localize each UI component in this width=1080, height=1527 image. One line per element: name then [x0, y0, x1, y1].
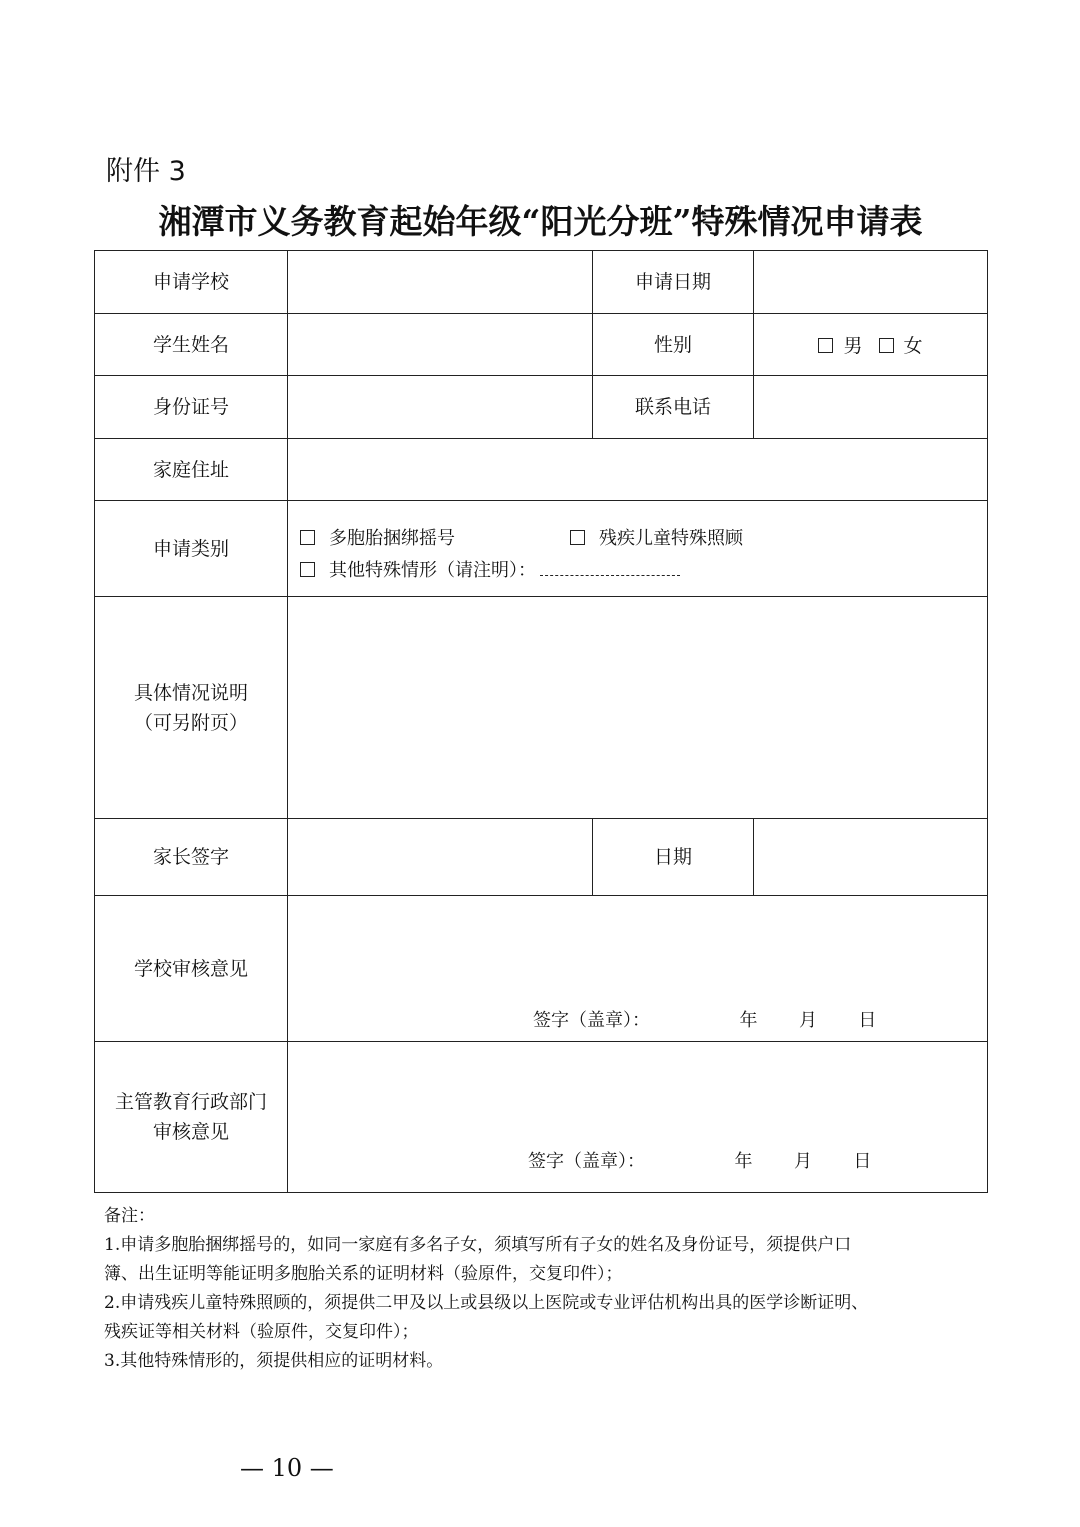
dept-review-field[interactable] [288, 1042, 988, 1193]
multi-birth-checkbox[interactable] [300, 530, 315, 545]
dept-review-label-line2: 审核意见 [152, 1121, 229, 1143]
gender-field [754, 314, 988, 376]
school-review-field[interactable] [288, 896, 988, 1042]
parent-date-field[interactable] [754, 819, 988, 896]
row-address [95, 439, 988, 501]
male-checkbox[interactable] [818, 338, 833, 353]
other-option: 其他特殊情形（请注明）： [329, 559, 536, 581]
row-parent-sign [95, 819, 988, 896]
dept-sign-year: 年 [734, 1151, 753, 1172]
parent-date-label: 日期 [593, 819, 754, 896]
detail-label-line2: （可另附页） [133, 711, 248, 734]
parent-sign-field[interactable] [288, 819, 593, 896]
other-checkbox[interactable] [300, 562, 315, 577]
application-form-table [94, 250, 988, 1193]
row-school-review [95, 896, 988, 1042]
apply-date-label: 申请日期 [593, 251, 754, 314]
school-label: 申请学校 [95, 251, 288, 314]
row-school [95, 251, 988, 314]
disabled-child-option: 残疾儿童特殊照顾 [599, 527, 743, 549]
detail-label [95, 597, 288, 819]
dept-sign-month: 月 [793, 1151, 812, 1172]
id-field[interactable] [288, 376, 593, 439]
note-1-cont: 簿、出生证明等能证明多胞胎关系的证明材料（验原件，交复印件）； [104, 1264, 623, 1284]
category-field [288, 501, 988, 597]
dept-review-label [95, 1042, 288, 1193]
row-detail [95, 597, 988, 819]
school-field[interactable] [288, 251, 593, 314]
school-review-label: 学校审核意见 [95, 896, 288, 1042]
address-field[interactable] [288, 439, 988, 501]
note-3: 3.其他特殊情形的，须提供相应的证明材料。 [104, 1351, 444, 1371]
parent-sign-label: 家长签字 [95, 819, 288, 896]
apply-date-field[interactable] [754, 251, 988, 314]
attachment-label: 附件 3 [106, 156, 186, 187]
school-sign-text: 签字（盖章）： [533, 1010, 650, 1031]
female-option: 女 [903, 335, 923, 357]
page-number: — 10 — [240, 1454, 334, 1482]
dept-sign-text: 签字（盖章）： [528, 1151, 645, 1172]
other-specify-blank[interactable] [540, 561, 680, 576]
category-label: 申请类别 [95, 501, 288, 597]
note-2: 2.申请残疾儿童特殊照顾的，须提供二甲及以上或县级以上医院或专业评估机构出具的医学诊断证明、 [104, 1293, 869, 1313]
row-dept-review [95, 1042, 988, 1193]
school-sign-day: 日 [858, 1010, 877, 1031]
female-checkbox[interactable] [879, 338, 894, 353]
dept-sign-day: 日 [853, 1151, 872, 1172]
detail-field[interactable] [288, 597, 988, 819]
student-name-label: 学生姓名 [95, 314, 288, 376]
form-title: 湘潭市义务教育起始年级“阳光分班”特殊情况申请表 [158, 202, 923, 241]
address-label: 家庭住址 [95, 439, 288, 501]
school-sign-year: 年 [739, 1010, 758, 1031]
school-sign-month: 月 [798, 1010, 817, 1031]
note-1: 1.申请多胞胎捆绑摇号的，如同一家庭有多名子女，须填写所有子女的姓名及身份证号，须提供户口 [104, 1235, 852, 1255]
phone-label: 联系电话 [593, 376, 754, 439]
male-option: 男 [843, 335, 863, 357]
multi-birth-option: 多胞胎捆绑摇号 [329, 527, 455, 549]
disabled-child-checkbox[interactable] [570, 530, 585, 545]
phone-field[interactable] [754, 376, 988, 439]
dept-review-label-line1: 主管教育行政部门 [114, 1091, 267, 1113]
notes-heading: 备注： [104, 1206, 155, 1226]
detail-label-line1: 具体情况说明 [133, 681, 248, 704]
note-2-cont: 残疾证等相关材料（验原件，交复印件）； [104, 1322, 419, 1342]
row-student-name [95, 314, 988, 376]
notes-section [104, 1202, 984, 1376]
row-id [95, 376, 988, 439]
gender-label: 性别 [593, 314, 754, 376]
row-category [95, 501, 988, 597]
student-name-field[interactable] [288, 314, 593, 376]
id-label: 身份证号 [95, 376, 288, 439]
